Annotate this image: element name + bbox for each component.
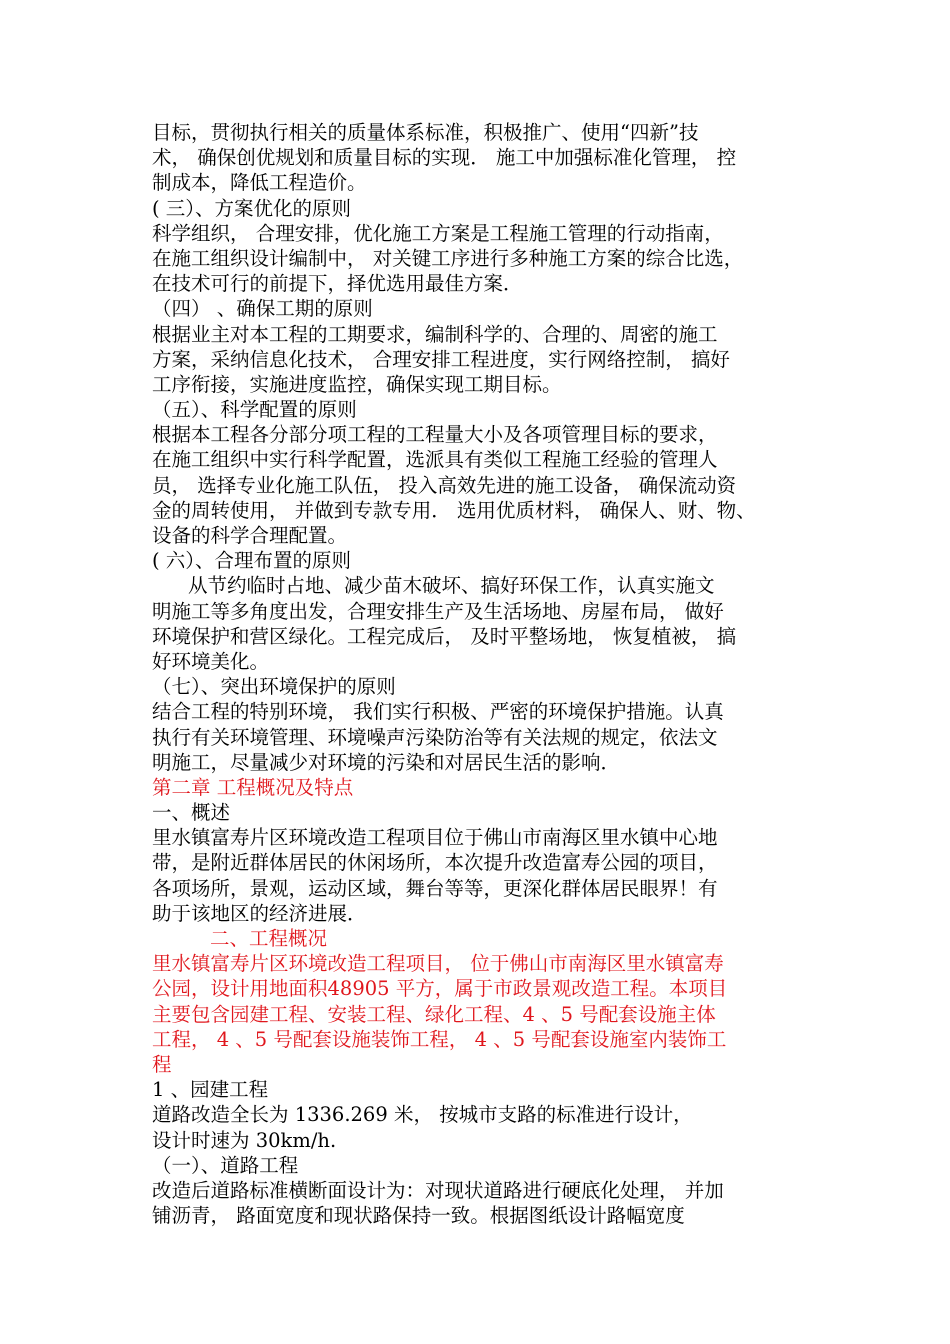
chapter-heading: 第二章 工程概况及特点: [152, 775, 354, 799]
paragraph-line: 执行有关环境管理、环境噪声污染防治等有关法规的规定，依法文: [152, 725, 718, 749]
paragraph-line: 好环境美化。: [152, 649, 270, 673]
highlight-paragraph-line: 公园，设计用地面积48905 平方，属于市政景观改造工程。本项目: [152, 977, 728, 1001]
paragraph-line: 工序衔接，实施进度监控，确保实现工期目标。: [152, 372, 562, 396]
subsection-heading: 1 、园建工程: [152, 1078, 269, 1102]
paragraph-line: 科学组织， 合理安排，优化施工方案是工程施工管理的行动指南，: [152, 221, 724, 245]
paragraph-line: 设备的科学合理配置。: [152, 524, 348, 547]
paragraph-line: 术， 确保创优规划和质量目标的实现． 施工中加强标准化管理， 控: [152, 146, 737, 170]
highlight-paragraph-line: 主要包含园建工程、安装工程、绿化工程、4 、5 号配套设施主体: [152, 1002, 716, 1026]
paragraph-line: 明施工等多角度出发，合理安排生产及生活场地、房屋布局， 做好: [152, 599, 724, 623]
section-heading: （一）、道路工程: [152, 1153, 299, 1177]
section-heading: （五）、科学配置的原则: [152, 398, 357, 422]
paragraph-line: 金的周转使用， 并做到专款专用． 选用优质材料， 确保人、财、物、: [152, 498, 756, 522]
paragraph-line: 明施工，尽量减少对环境的污染和对居民生活的影响．: [152, 750, 621, 774]
paragraph-line: 在施工组织中实行科学配置，选派具有类似工程施工经验的管理人: [152, 448, 718, 472]
document-page: [152, 120, 812, 1228]
section-heading: ( 三）、方案优化的原则: [152, 196, 352, 220]
paragraph-line: 带，是附近群体居民的休闲场所，本次提升改造富寿公园的项目，: [152, 851, 718, 875]
paragraph-line: 方案，采纳信息化技术， 合理安排工程进度，实行网络控制， 搞好: [152, 347, 730, 371]
paragraph-line: 结合工程的特别环境， 我们实行积极、严密的环境保护措施。认真: [152, 700, 724, 724]
section-heading: （四） 、确保工期的原则: [152, 297, 373, 321]
paragraph-line: 各项场所，景观，运动区域，舞台等等，更深化群体居民眼界！有: [152, 876, 718, 900]
paragraph-line: 里水镇富寿片区环境改造工程项目位于佛山市南海区里水镇中心地: [152, 826, 718, 850]
highlight-paragraph-line: 里水镇富寿片区环境改造工程项目， 位于佛山市南海区里水镇富寿: [152, 952, 724, 976]
paragraph-line: 在技术可行的前提下，择优选用最佳方案．: [152, 272, 523, 296]
paragraph-line: 助于该地区的经济进展．: [152, 901, 367, 925]
section-heading: 一、概述: [152, 801, 231, 825]
paragraph-line: 改造后道路标准横断面设计为：对现状道路进行硬底化处理， 并加: [152, 1178, 724, 1202]
paragraph-line: 目标，贯彻执行相关的质量体系标准，积极推广、使用“四新”技: [152, 121, 699, 144]
highlight-paragraph-line: 工程， 4 、5 号配套设施装饰工程， 4 、5 号配套设施室内装饰工: [152, 1027, 727, 1051]
paragraph-line: 根据业主对本工程的工期要求，编制科学的、合理的、周密的施工: [152, 322, 718, 346]
paragraph-line: 根据本工程各分部分项工程的工程量大小及各项管理目标的要求，: [152, 423, 718, 447]
paragraph-line: 员， 选择专业化施工队伍， 投入高效先进的施工设备， 确保流动资: [152, 473, 737, 497]
section-heading-highlight: 二、工程概况: [210, 927, 328, 950]
paragraph-line: 在施工组织设计编制中， 对关键工序进行多种施工方案的综合比选，: [152, 246, 744, 270]
paragraph-line: 环境保护和营区绿化。工程完成后， 及时平整场地， 恢复植被， 搞: [152, 624, 737, 648]
paragraph-line: 从节约临时占地、减少苗木破坏、搞好环保工作，认真实施文: [188, 574, 715, 598]
section-heading: ( 六）、合理布置的原则: [152, 549, 352, 573]
paragraph-line: 制成本，降低工程造价。: [152, 171, 367, 195]
paragraph-line: 道路改造全长为 1336.269 米， 按城市支路的标准进行设计，: [152, 1103, 693, 1127]
highlight-paragraph-line: 程: [152, 1052, 172, 1076]
paragraph-line: 铺沥青， 路面宽度和现状路保持一致。根据图纸设计路幅宽度: [152, 1204, 685, 1228]
section-heading: （七）、突出环境保护的原则: [152, 675, 396, 699]
paragraph-line: 设计时速为 30km/h.: [152, 1128, 337, 1152]
